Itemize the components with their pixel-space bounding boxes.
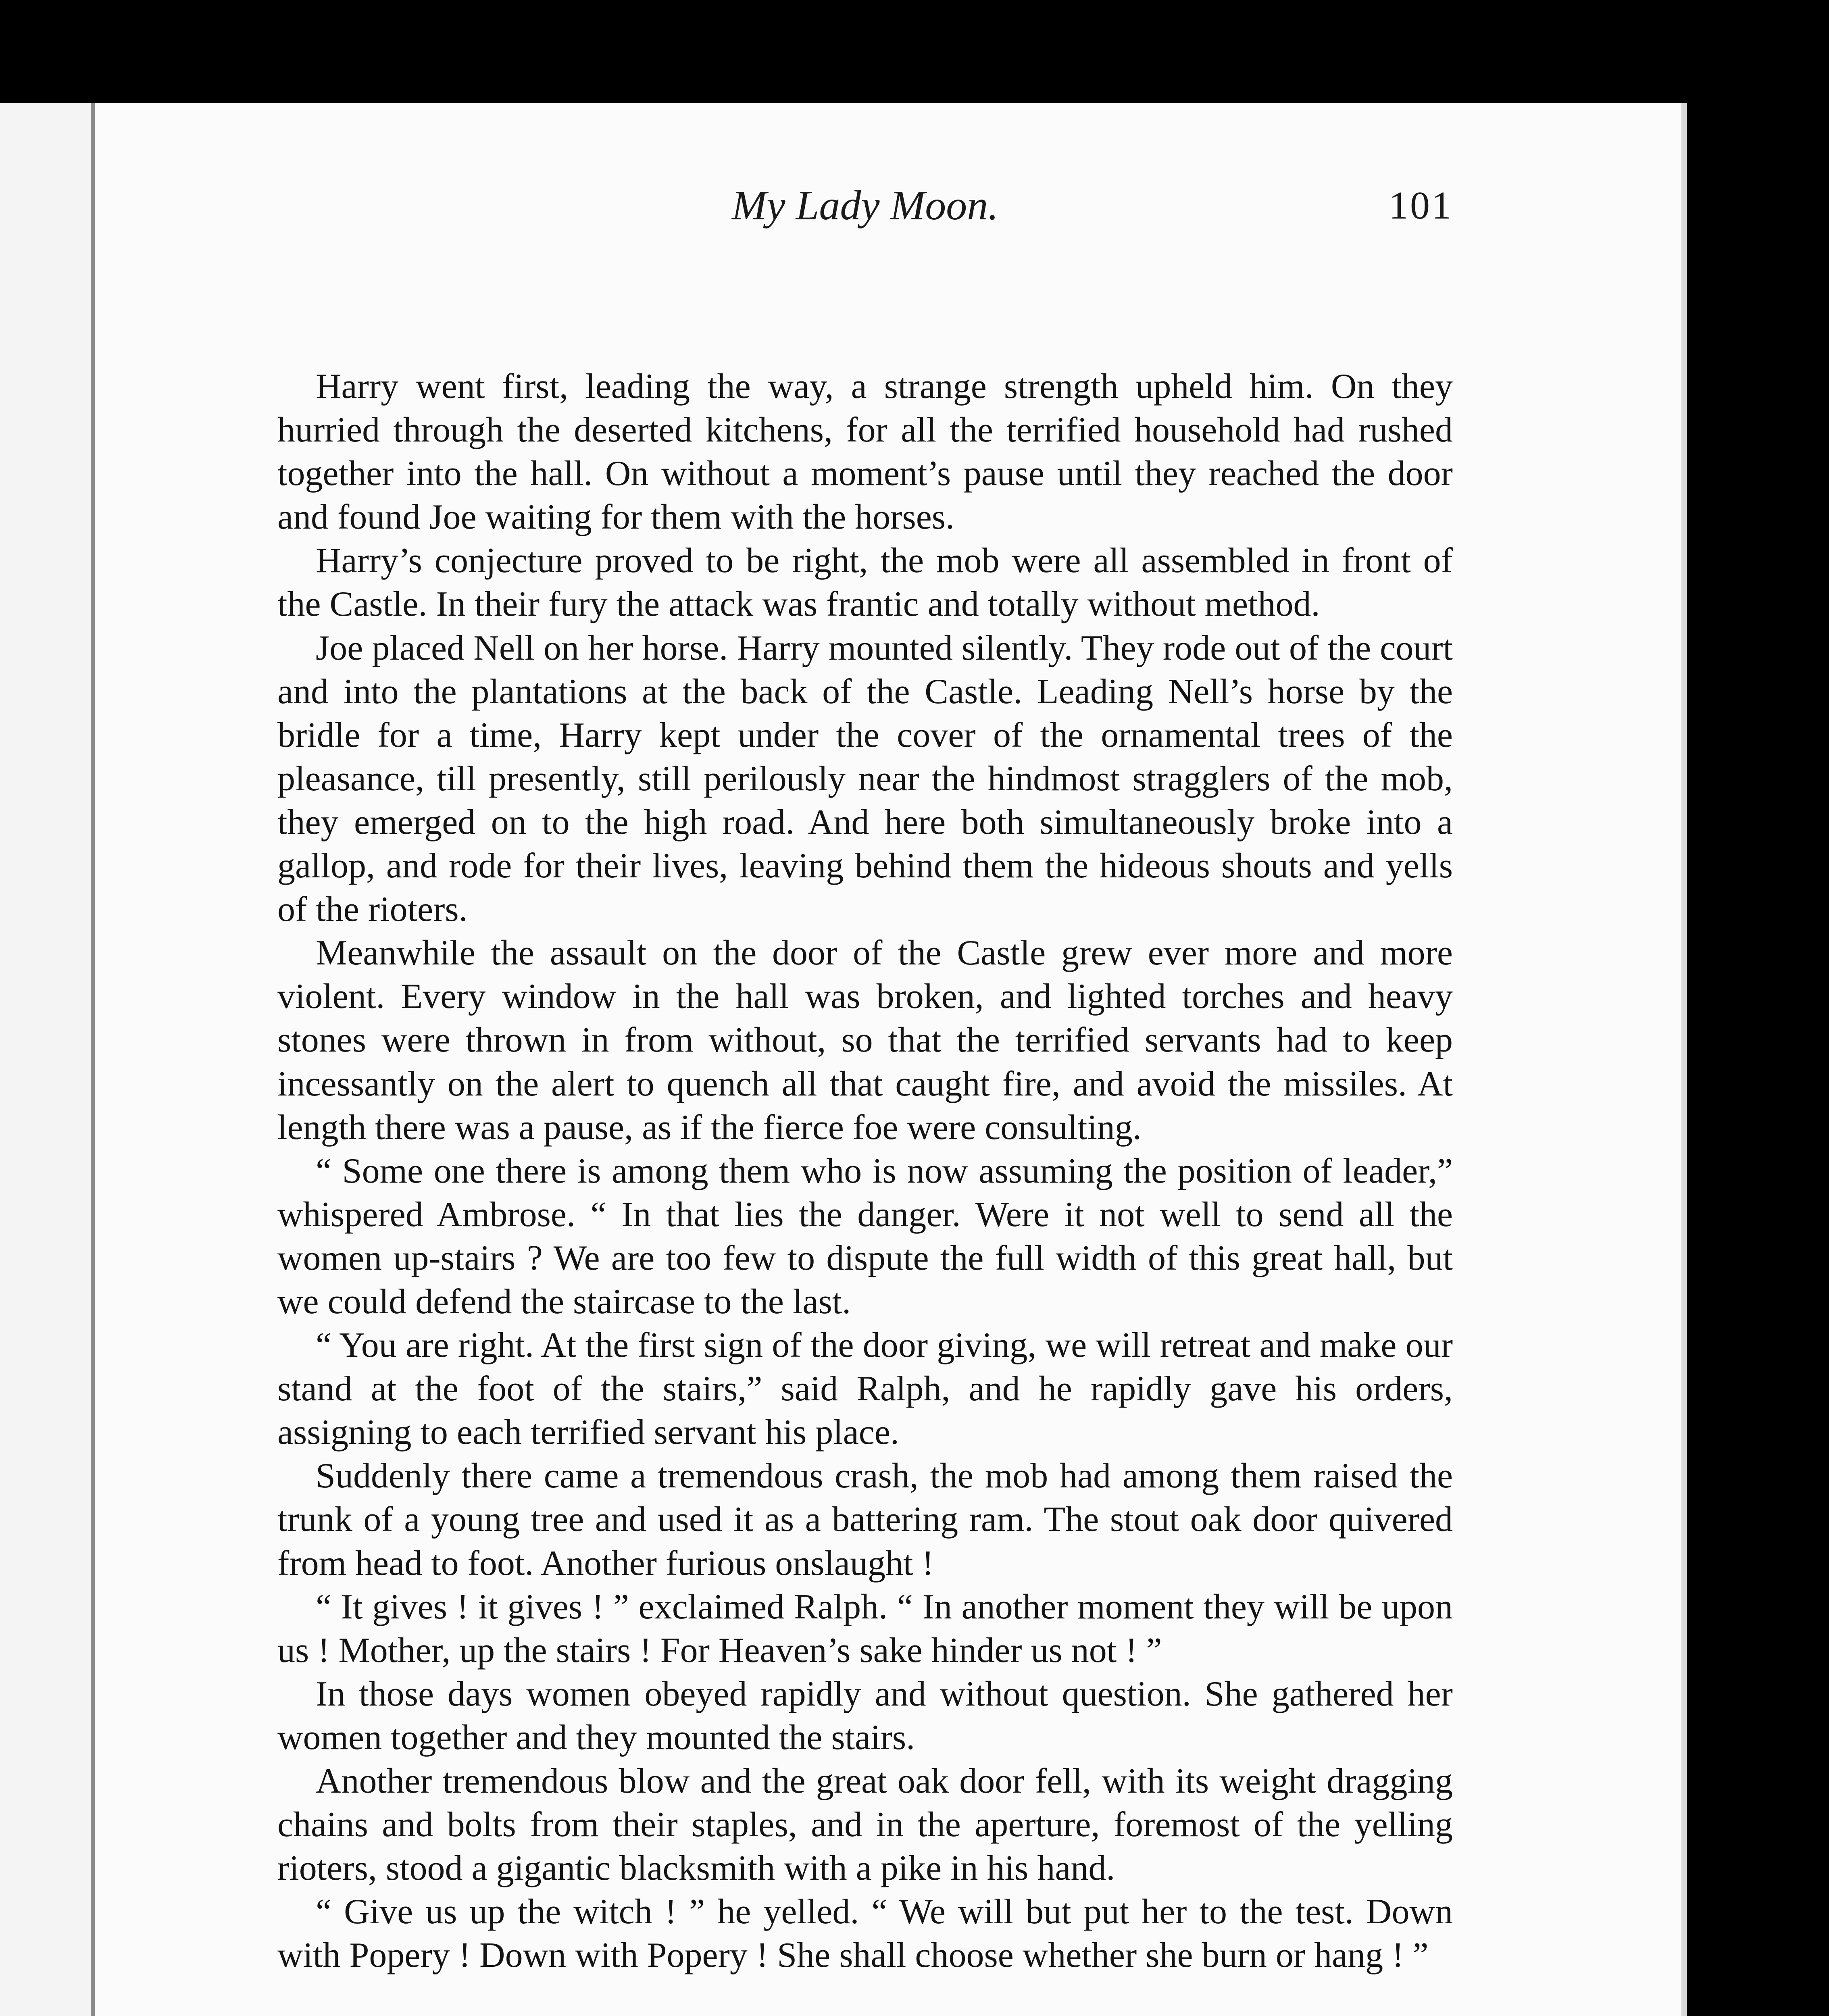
body-text <box>277 365 1453 1977</box>
paragraph: “ You are right. At the first sign of the door giving, we will retreat and make our stand at the foot of the stairs,” said Ralph, and he rapidly gave his orders, assigning to each terrified servant his place. <box>277 1326 1453 1452</box>
paragraph: Harry’s conjecture proved to be right, the mob were all assembled in front of the Castle. In their fury the attack was frantic and totally without method. <box>277 541 1453 624</box>
paragraph: “ Give us up the witch ! ” he yelled. “ We will but put her to the test. Down with Popery ! Down with Popery ! She shall choose whether she burn or hang ! ” <box>277 1892 1453 1975</box>
page-number: 101 <box>1389 184 1453 227</box>
paragraph: Suddenly there came a tremendous crash, the mob had among them raised the trunk of a young tree and used it as a battering ram. The stout oak door quivered from head to foot. Another furious onslaught ! <box>277 1456 1453 1583</box>
paragraph: “ It gives ! it gives ! ” exclaimed Ralph. “ In another moment they will be upon us ! Mother, up the stairs ! For Heaven’s sake hinder us not ! ” <box>277 1587 1453 1670</box>
previous-page-edge <box>0 103 95 2016</box>
running-head <box>277 177 1453 234</box>
paragraph: Another tremendous blow and the great oak door fell, with its weight dragging chains and bolts from their staples, and in the aperture, foremost of the yelling rioters, stood a gigantic blacksmith with a pike in his hand. <box>277 1762 1453 1888</box>
paragraph: Meanwhile the assault on the door of the Castle grew ever more and more violent. Every window in the hall was broken, and lighted torches and heavy stones were thrown in from without, so that the terrified servants had to keep incessantly on the alert to quench all that caught fire, and avoid the missiles. At length there was a pause, as if the fierce foe were consulting. <box>277 933 1453 1147</box>
running-title: My Lady Moon. <box>731 182 999 229</box>
paragraph: Harry went first, leading the way, a strange strength upheld him. On they hurried through the deserted kitchens, for all the terrified household had rushed together into the hall. On without a moment’s pause until they reached the door and found Joe waiting for them with the horses. <box>277 367 1453 537</box>
paragraph: Joe placed Nell on her horse. Harry mounted silently. They rode out of the court and into the plantations at the back of the Castle. Leading Nell’s horse by the bridle for a time, Harry kept under the cover of the ornamental trees of the pleasance, till presently, still perilously near the hindmost stragglers of the mob, they emerged on to the high road. And here both simultaneously broke into a gallop, and rode for their lives, leaving behind them the hideous shouts and yells of the rioters. <box>277 628 1453 929</box>
paragraph: “ Some one there is among them who is now assuming the position of leader,” whispered Ambrose. “ In that lies the danger. Were it not well to send all the women up-stairs ? We are too few to dispute the full width of this great hall, but we could defend the staircase to the last. <box>277 1151 1453 1321</box>
paragraph: In those days women obeyed rapidly and without question. She gathered her women together and they mounted the stairs. <box>277 1674 1453 1757</box>
